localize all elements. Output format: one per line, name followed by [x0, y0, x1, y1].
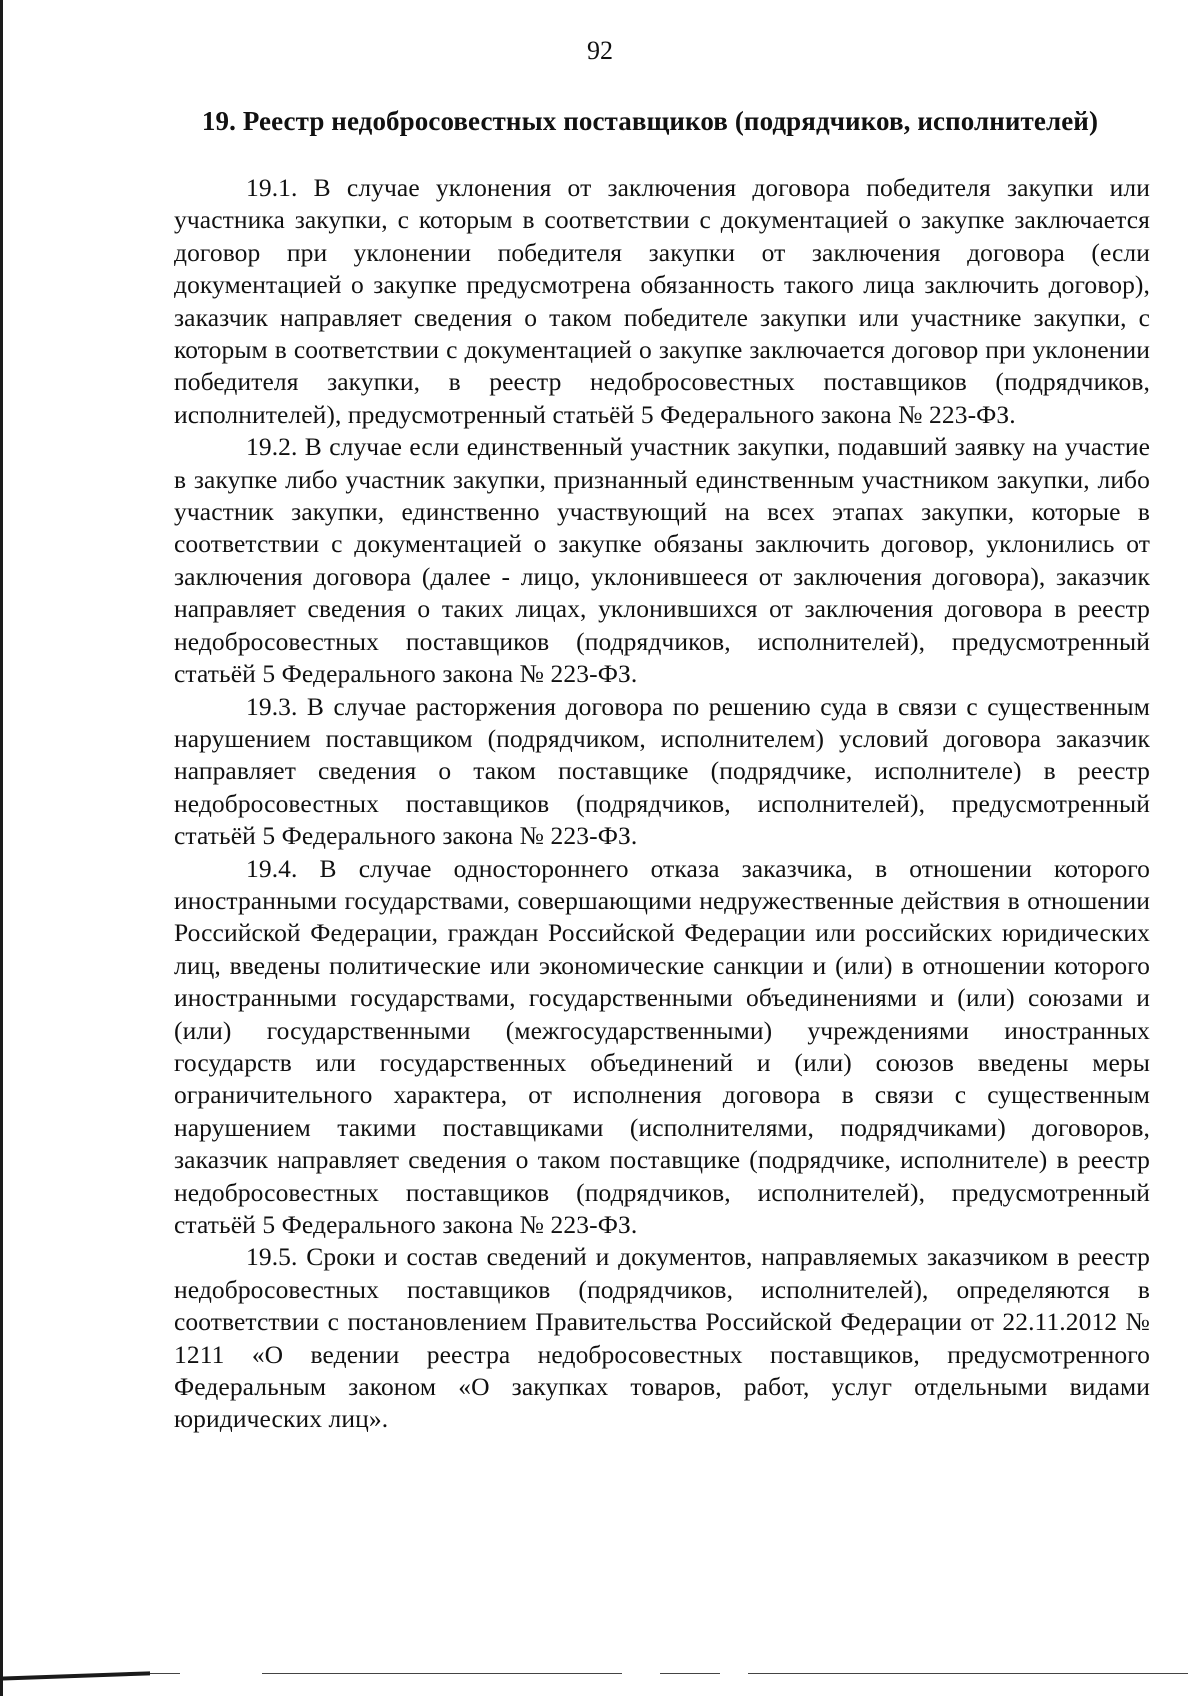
- page-number: 92: [587, 36, 613, 65]
- scan-line-bottom: [150, 1673, 180, 1674]
- paragraph-19-4: 19.4. В случае одностороннего отказа заказчика, в отношении которого иностранными государствами, совершающими недружественные действия в отношении Российской Федерации, граждан Российской Федерации или российских юридических лиц, введены политические или экономические санкции и (или) в отношении которого иностранными государствами, государственными объединениями и (или) союзами и (или) государственными (межгосударственными) учреждениями иностранных государств или государственных объединений и (или) союзов введены меры ограничительного характера, от исполнения договора в связи с существенным нарушением такими поставщиками (исполнителями, подрядчиками) договоров, заказчик направляет сведения о таком поставщике (подрядчике, исполнителе) в реестр недобросовестных поставщиков (подрядчиков, исполнителей), предусмотренный статьёй 5 Федерального закона № 223-ФЗ.: [174, 853, 1150, 1239]
- paragraph-19-5: 19.5. Сроки и состав сведений и документов, направляемых заказчиком в реестр недобросовестных поставщиков (подрядчиков, исполнителей), определяются в соответствии с постановлением Правительства Российской Федерации от 22.11.2012 № 1211 «О ведении реестра недобросовестных поставщиков, предусмотренного Федеральным законом «О закупках товаров, работ, услуг отдельными видами юридических лиц».: [174, 1242, 1150, 1434]
- paragraph-19-1: 19.1. В случае уклонения от заключения договора победителя закупки или участника закупки, с которым в соответствии с документацией о закупке заключается договор при уклонении победителя закупки от заключения договора (если документацией о закупке предусмотрена обязанность такого лица заключить договор), заказчик направляет сведения о таком победителе закупки или участнике закупки, с которым в соответствии с документацией о закупке заключается договор при уклонении победителя закупки, в реестр недобросовестных поставщиков (подрядчиков, исполнителей), предусмотренный статьёй 5 Федерального закона № 223-ФЗ.: [174, 173, 1150, 429]
- paragraph-19-3: 19.3. В случае расторжения договора по решению суда в связи с существенным нарушением поставщиком (подрядчиком, исполнителем) условий договора заказчик направляет сведения о таком поставщике (подрядчике, исполнителе) в реестр недобросовестных поставщиков (подрядчиков, исполнителей), предусмотренный статьёй 5 Федерального закона № 223-ФЗ.: [174, 691, 1150, 851]
- scan-line-bottom: [748, 1673, 1188, 1674]
- scan-edge-left: [0, 0, 3, 1696]
- scan-edge-bottom-left: [0, 1671, 150, 1680]
- scan-line-bottom: [262, 1673, 622, 1674]
- scan-line-bottom: [660, 1673, 720, 1674]
- section-heading: 19. Реестр недобросовестных поставщиков (подрядчиков, исполнителей): [201, 106, 1099, 136]
- paragraph-19-2: 19.2. В случае если единственный участник закупки, подавший заявку на участие в закупке либо участник закупки, признанный единственным участником закупки, либо участник закупки, единственно участвующий на всех этапах закупки, которые в соответствии с документацией о закупке обязаны заключить договор, уклонились от заключения договора (далее - лицо, уклонившееся от заключения договора), заказчик направляет сведения о таких лицах, уклонившихся от заключения договора в реестр недобросовестных поставщиков (подрядчиков, исполнителей), предусмотренный статьёй 5 Федерального закона № 223-ФЗ.: [174, 432, 1150, 689]
- document-body: [174, 172, 1150, 1436]
